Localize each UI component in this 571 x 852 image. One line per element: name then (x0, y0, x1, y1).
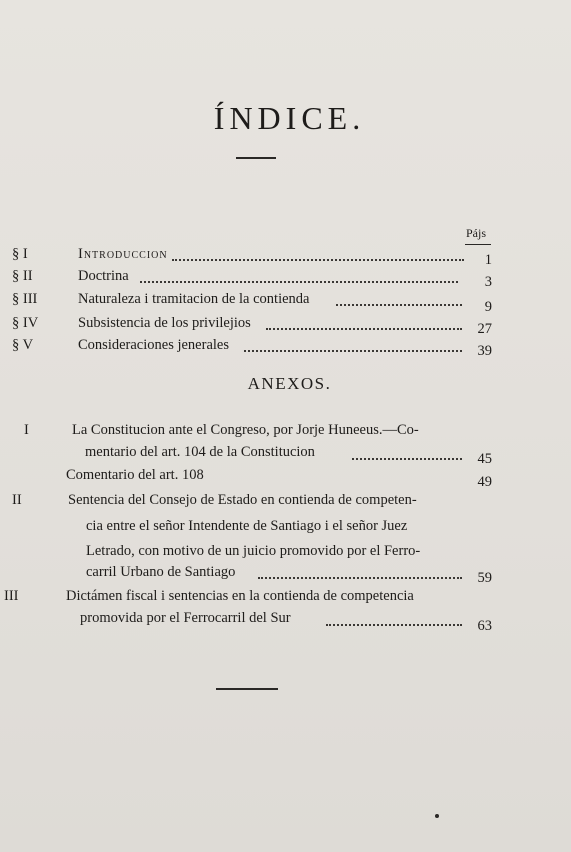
section-number: § I (12, 246, 28, 262)
anexo-text-line: Sentencia del Consejo de Estado en contienda de competen- (68, 492, 417, 508)
dot-leader (352, 456, 462, 460)
toc-entry (0, 291, 571, 313)
section-title: Doctrina (78, 268, 129, 284)
section-title: Subsistencia de los privilejios (78, 315, 251, 331)
closing-rule (216, 688, 278, 690)
page-number: 9 (484, 299, 492, 315)
page-number: 45 (477, 451, 492, 467)
pages-label-rule (465, 244, 491, 245)
dot-leader (266, 326, 462, 330)
dot-leader (172, 257, 464, 261)
section-number: § II (12, 268, 33, 284)
anexo-text-line: cia entre el señor Intendente de Santiago i el señor Juez (86, 518, 408, 534)
anexo-text-line: mentario del art. 104 de la Constitucion (85, 444, 315, 460)
dot-leader (326, 622, 462, 626)
anexo-text-line: carril Urbano de Santiago (86, 564, 236, 580)
anexo-text-line: promovida por el Ferrocarril del Sur (80, 610, 291, 626)
toc-entry (0, 268, 571, 290)
anexo-text-line: Letrado, con motivo de un juicio promovido por el Ferro- (86, 543, 421, 559)
page-number: 63 (477, 618, 492, 634)
toc-entry (0, 246, 571, 268)
page-number: 27 (477, 321, 492, 337)
anexo-number: III (4, 588, 19, 604)
section-title: Consideraciones jenerales (78, 337, 229, 353)
dot-leader (336, 302, 462, 306)
pages-column-label: Pájs (466, 226, 487, 240)
page-number: 49 (477, 474, 492, 490)
section-number: § V (12, 337, 34, 353)
dot-leader (258, 575, 462, 579)
anexo-text-line: Dictámen fiscal i sentencias en la contienda de competencia (66, 588, 414, 604)
page-number: 3 (484, 274, 492, 290)
dot-leader (140, 279, 458, 283)
toc-entry (0, 337, 571, 359)
page-title: ÍNDICE. (213, 100, 366, 136)
section-title: Naturaleza i tramitacion de la contienda (78, 291, 310, 307)
section-title: Introduccion (78, 246, 168, 262)
page-number: 39 (477, 343, 492, 359)
anexos-heading: ANEXOS. (247, 374, 332, 393)
title-rule (236, 157, 276, 159)
section-number: § III (12, 291, 38, 307)
toc-entry (0, 315, 571, 337)
page-number: 59 (477, 570, 492, 586)
ink-speck (435, 814, 439, 818)
anexo-number: II (12, 492, 22, 508)
anexo-number: I (24, 422, 29, 438)
section-number: § IV (12, 315, 39, 331)
dot-leader (244, 348, 462, 352)
page-number: 1 (484, 252, 492, 268)
anexo-text-line: La Constitucion ante el Congreso, por Jorje Huneeus.—Co- (72, 422, 419, 438)
anexo-text-line: Comentario del art. 108 (66, 467, 204, 483)
